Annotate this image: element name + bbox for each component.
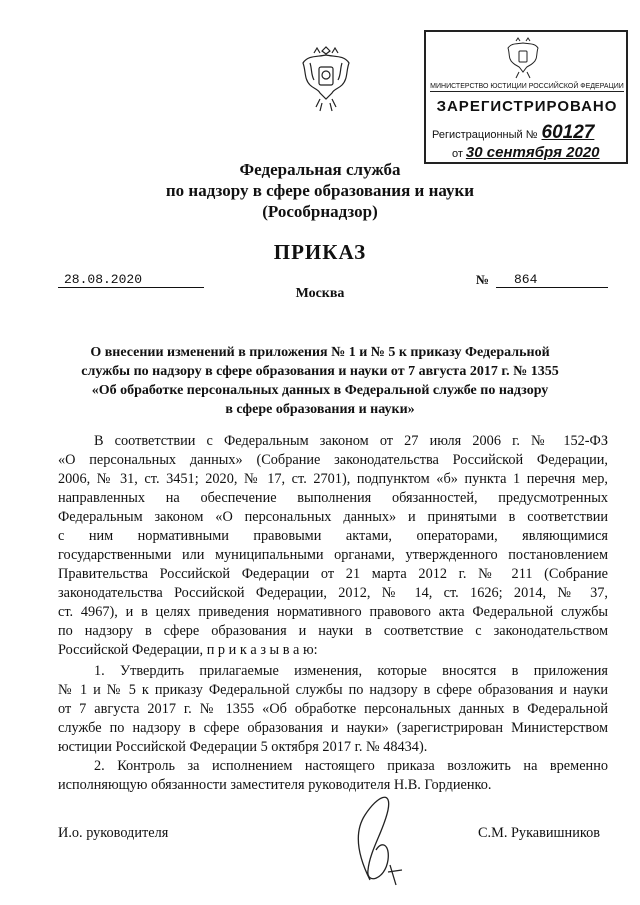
body-line: по надзору в сфере образования и науки в соответствие с законодательством [58, 623, 608, 639]
body-line: законодательства Российской Федерации, 2012, № 14, ст. 1626; 2014, № 37, [58, 585, 608, 601]
order-title-line: О внесении изменений в приложения № 1 и № 5 к приказу Федеральной [90, 345, 550, 360]
body-line: «О персональных данных» (Собрание законодательства Российской Федерации, [58, 452, 608, 468]
stamp-date-line [452, 144, 624, 161]
agency-abbreviation: (Рособрнадзор) [262, 202, 378, 221]
body-line: № 1 и № 5 к приказу Федеральной службы по надзору в сфере образования и науки [58, 682, 608, 698]
body-line: 2006, № 31, ст. 3451; 2020, № 17, ст. 2701), подпунктом «б» пункта 1 перечня мер, [58, 471, 608, 487]
body-line: государственными или муниципальными органами, утвержденного постановлением [58, 547, 608, 563]
stamp-reg-number: 60127 [541, 122, 595, 143]
body-line: ст. 4967), и в целях приведения нормативного правового акта Федеральной службы [58, 604, 608, 620]
body-line: Федеральным законом «О персональных данных» и принятыми в соответствии [58, 509, 608, 525]
state-emblem-icon [300, 45, 352, 115]
body-line: от 7 августа 2017 г. № 1355 «Об обработке персональных данных в Федеральной [58, 701, 608, 717]
body-line: Российской Федерации, п р и к а з ы в а ю: [58, 642, 318, 658]
number-sign: № [476, 272, 490, 287]
body-line: 1. Утвердить прилагаемые изменения, которые вносятся в приложения [94, 663, 608, 679]
stamp-emblem-icon [505, 36, 541, 80]
body-line: 2. Контроль за исполнением настоящего приказа возложить на временно [94, 758, 608, 774]
registration-stamp [424, 30, 628, 164]
body-line: исполняющую обязанности заместителя руководителя Н.В. Гордиенко. [58, 777, 492, 793]
order-number: 864 [496, 272, 608, 288]
stamp-date-handwritten: 30 сентября 2020 [465, 144, 600, 161]
body-line: направленных на обеспечение выполнения обязанностей, предусмотренных [58, 490, 608, 506]
body-line: юстиции Российской Федерации 5 октября 2017 г. № 48434). [58, 739, 428, 755]
body-line: с ним нормативными правовыми актами, операторами, являющимися [58, 528, 608, 544]
agency-name-line2: по надзору в сфере образования и науки [165, 181, 475, 200]
body-line: В соответствии с Федеральным законом от 27 июля 2006 г. № 152-ФЗ [94, 433, 608, 449]
order-title-line: «Об обработке персональных данных в Федеральной службе по надзору [91, 383, 549, 398]
stamp-reg-label: Регистрационный № [432, 129, 538, 141]
stamp-registration-number-line [432, 122, 624, 144]
order-title-line: в сфере образования и науки» [225, 402, 415, 417]
stamp-registered-label: ЗАРЕГИСТРИРОВАНО [436, 98, 618, 115]
signer-title: И.о. руководителя [58, 825, 169, 841]
signer-name: С.М. Рукавишников [478, 825, 600, 841]
order-date: 28.08.2020 [58, 272, 204, 288]
city: Москва [295, 286, 345, 301]
body-line: службе по надзору в сфере образования и науки» (зарегистрирован Министерством [58, 720, 608, 736]
order-title-line: службы по надзору в сфере образования и науки от 7 августа 2017 г. № 1355 [81, 364, 559, 379]
handwritten-signature-icon [330, 780, 430, 890]
body-line: Правительства Российской Федерации от 21 марта 2012 г. № 211 (Собрание [58, 566, 608, 582]
stamp-ministry-name: МИНИСТЕРСТВО ЮСТИЦИИ РОССИЙСКОЙ ФЕДЕРАЦИИ [430, 83, 624, 90]
stamp-date-label: от [452, 148, 463, 160]
agency-name-line1: Федеральная служба [239, 160, 401, 179]
document-type: ПРИКАЗ [273, 240, 367, 264]
